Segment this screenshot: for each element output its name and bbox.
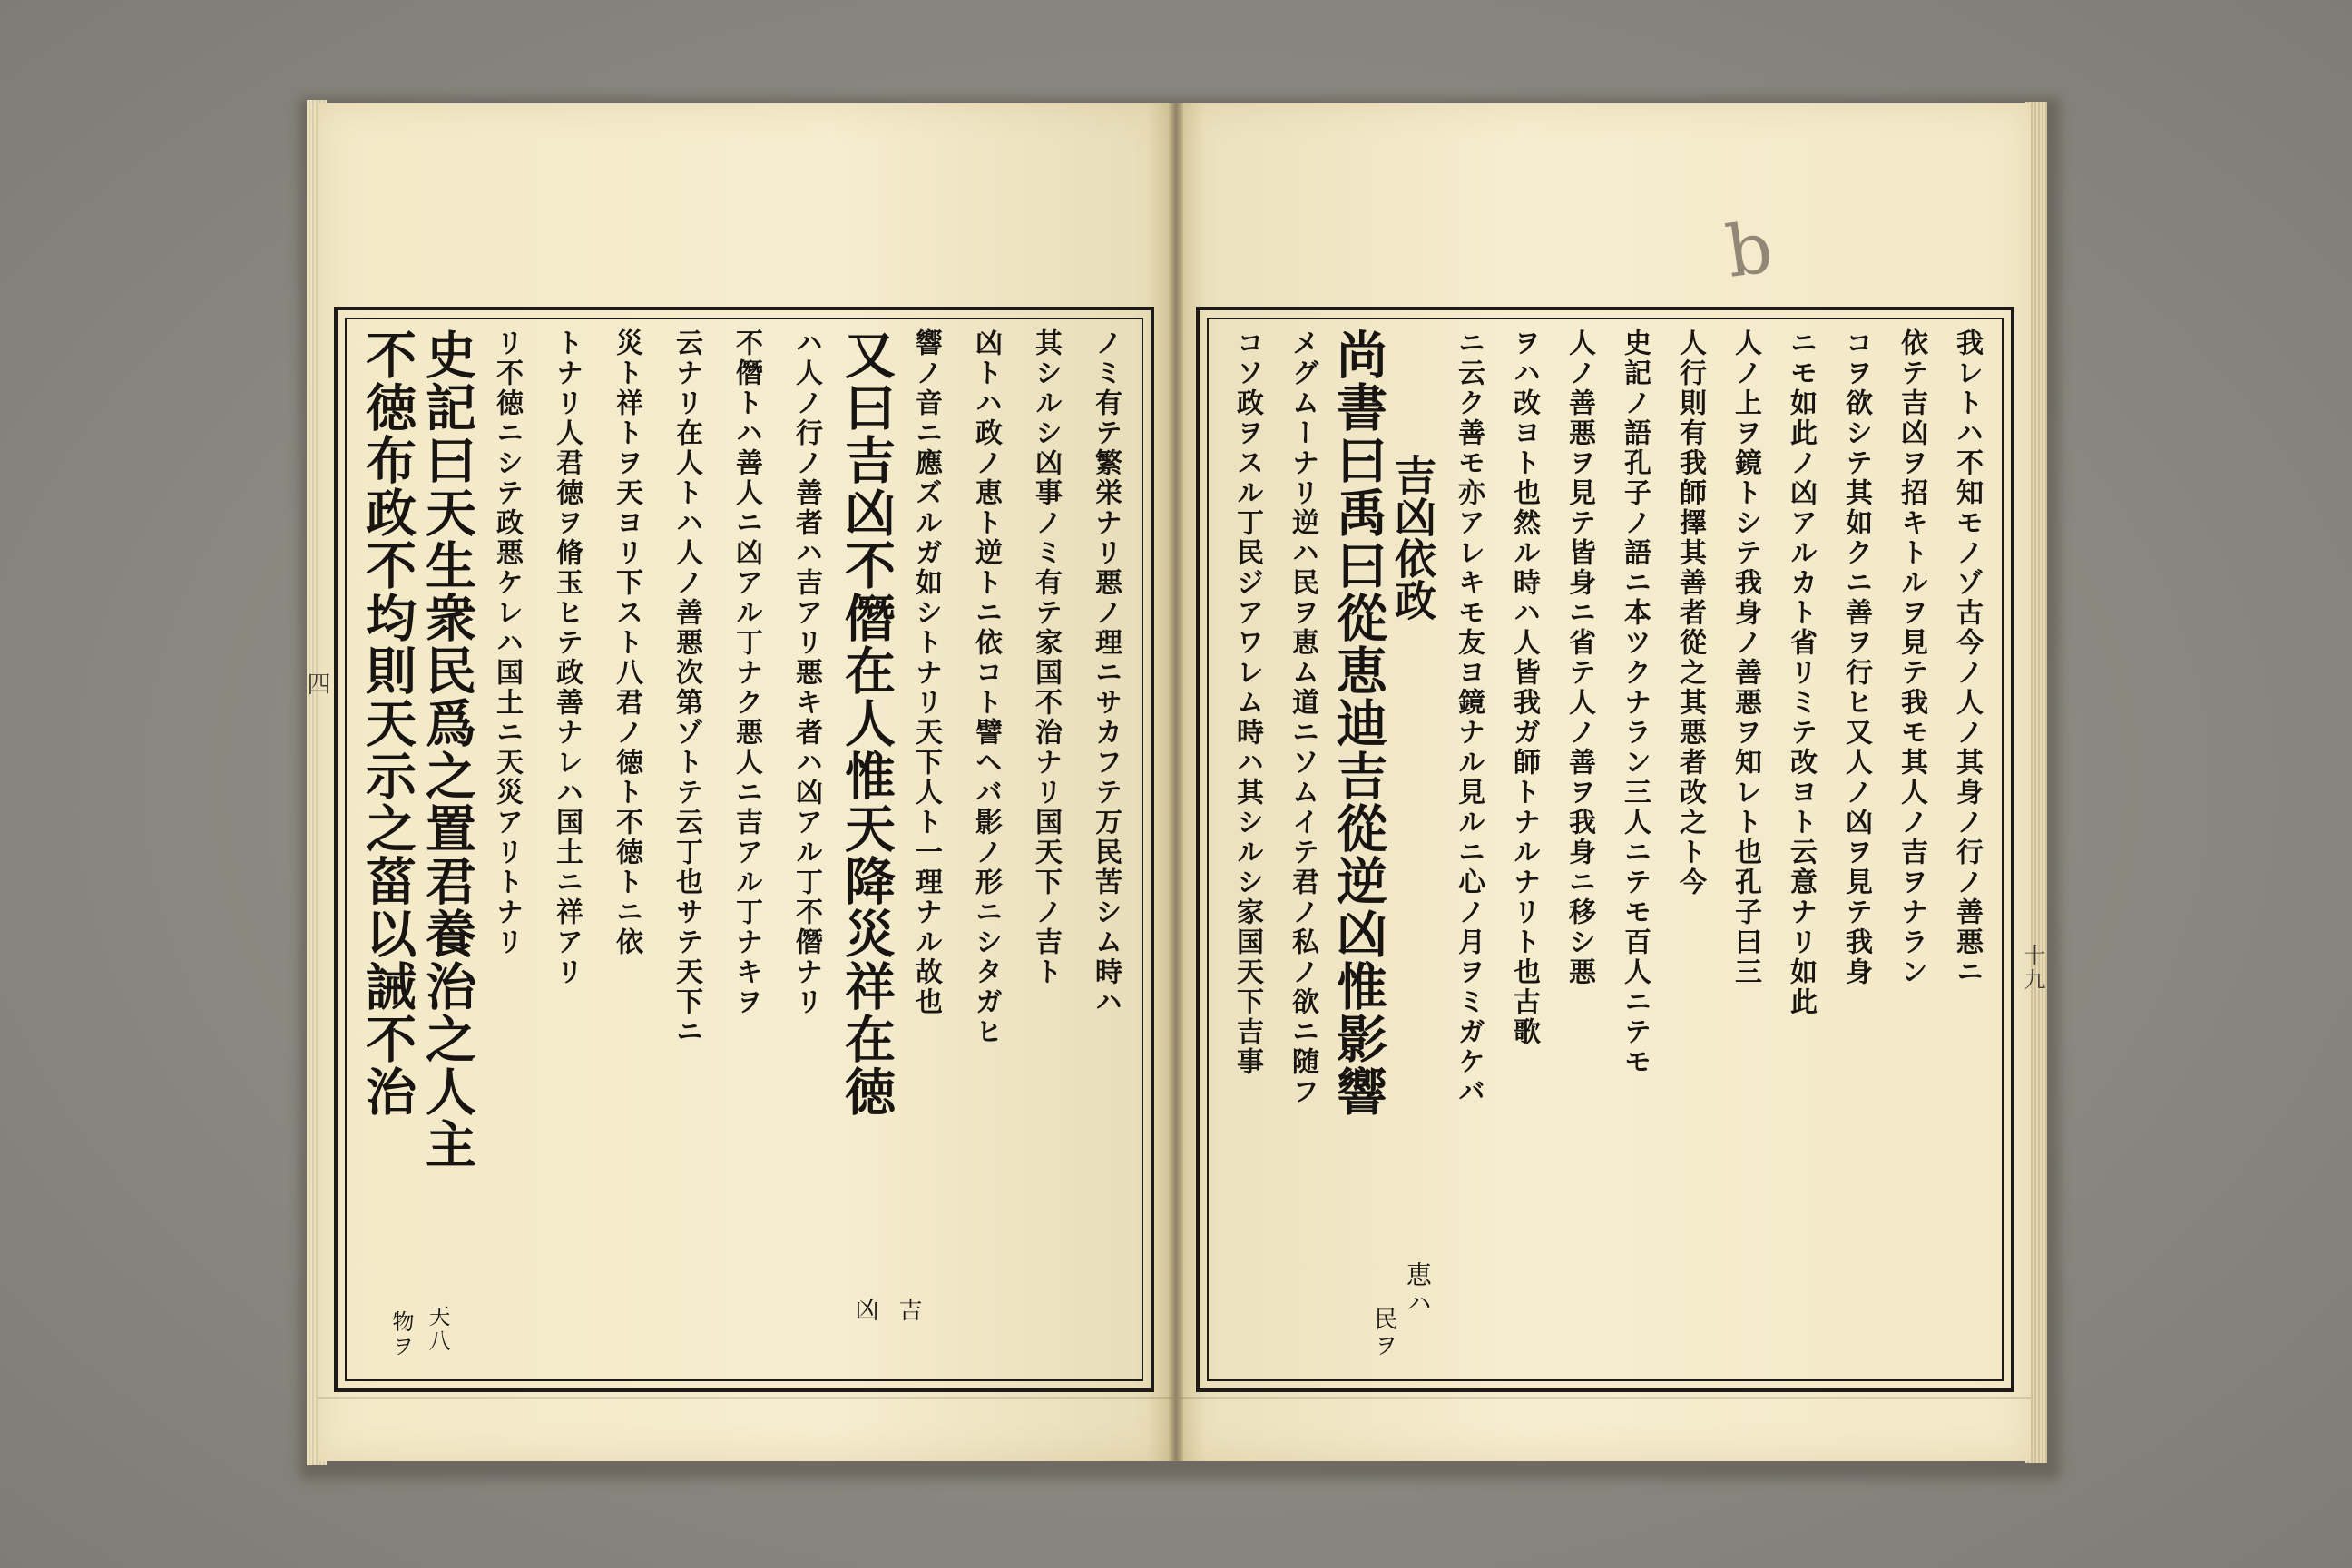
commentary-column: 人ノ上ヲ鏡トシテ我身ノ善悪ヲ知レト也孔子曰三	[1730, 328, 1761, 987]
commentary-column: 人行則有我師擇其善者從之其悪者改之ト今	[1674, 328, 1706, 897]
page-crease	[1180, 1397, 2031, 1399]
commentary-column: ノミ有テ繁栄ナリ悪ノ理ニサカフテ万民苦シム時ハ	[1090, 328, 1122, 1017]
commentary-column: 人ノ善悪ヲ見テ皆身ニ省テ人ノ善ヲ我身ニ移シ悪	[1563, 328, 1595, 987]
commentary-column: ニモ如此ノ凶アルカト省リミテ改ヨト云意ナリ如此	[1785, 328, 1817, 1017]
commentary-column: 依テ吉凶ヲ招キトルヲ見テ我モ其人ノ吉ヲナラン	[1896, 328, 1927, 987]
quotation-column: 又曰吉凶不僭在人惟天降災祥在徳	[837, 328, 896, 1118]
quotation-column: 尚書曰禹曰從恵迪吉從逆凶惟影響	[1328, 328, 1387, 1118]
commentary-column: 響ノ音ニ應ズルガ如シトナリ天下人ト一理ナル故也	[910, 328, 942, 1017]
commentary-column: トナリ人君徳ヲ脩玉ヒテ政善ナレハ国土ニ祥アリ	[551, 328, 583, 987]
commentary-column: 災ト祥トヲ天ヨリ下スト八君ノ徳ト不徳トニ依	[611, 328, 642, 957]
bottom-note: 恵ハ	[1403, 1261, 1433, 1318]
section-heading: 吉凶依政	[1388, 454, 1437, 621]
commentary-column: 凶トハ政ノ恵ト逆トニ依コト譬ヘバ影ノ形ニシタガヒ	[970, 328, 1002, 1047]
fore-edge-label-right: 十九	[2020, 944, 2045, 993]
bottom-note: 天八	[425, 1305, 450, 1354]
bottom-note: 民ヲ	[1370, 1307, 1397, 1359]
right-text-frame	[1196, 307, 2014, 1392]
bottom-note: 凶	[851, 1298, 878, 1324]
book-gutter	[1169, 103, 1183, 1461]
commentary-column: コヲ欲シテ其如クニ善ヲ行ヒ又人ノ凶ヲ見テ我身	[1840, 328, 1872, 987]
bottom-note: 物ヲ	[388, 1310, 414, 1359]
commentary-column: 史記ノ語孔子ノ語ニ本ツクナラン三人ニテモ百人ニテモ	[1619, 328, 1651, 1077]
commentary-column: コソ政ヲスル丁民ジアワレム時ハ其シルシ家国天下吉事	[1231, 328, 1263, 1077]
commentary-column: 我レトハ不知モノゾ古今ノ人ノ其身ノ行ノ善悪ニ	[1951, 328, 1983, 987]
commentary-column: 其シルシ凶事ノミ有テ家国不治ナリ国天下ノ吉ト	[1030, 328, 1062, 987]
quotation-column: 史記曰天生衆民爲之置君養治之人主	[417, 328, 476, 1171]
handwritten-mark: b	[1720, 206, 1778, 294]
commentary-column: ハ人ノ行ノ善者ハ吉アリ悪キ者ハ凶アル丁不僭ナリ	[790, 328, 822, 1017]
commentary-column: ヲハ改ヨト也然ル時ハ人皆我ガ師トナルナリト也古歌	[1508, 328, 1540, 1047]
commentary-column: リ不徳ニシテ政悪ケレハ国土ニ天災アリトナリ	[491, 328, 523, 957]
quotation-column: 不徳布政不均則天示之菑以誡不治	[358, 328, 416, 1118]
commentary-column: ニ云ク善モ亦アレキモ友ヨ鏡ナル見ルニ心ノ月ヲミガケバ	[1453, 328, 1485, 1107]
fore-edge-label-left: 四	[303, 671, 330, 698]
page-crease	[318, 1397, 1172, 1399]
commentary-column: メグムーナリ逆ハ民ヲ恵ム道ニソムイテ君ノ私ノ欲ニ随フ	[1287, 328, 1318, 1107]
bottom-note: 吉	[895, 1298, 922, 1324]
commentary-column: 云ナリ在人トハ人ノ善悪次第ゾトテ云丁也サテ天下ニ	[671, 328, 702, 1047]
commentary-column: 不僭トハ善人ニ凶アル丁ナク悪人ニ吉アル丁ナキヲ	[730, 328, 762, 1017]
